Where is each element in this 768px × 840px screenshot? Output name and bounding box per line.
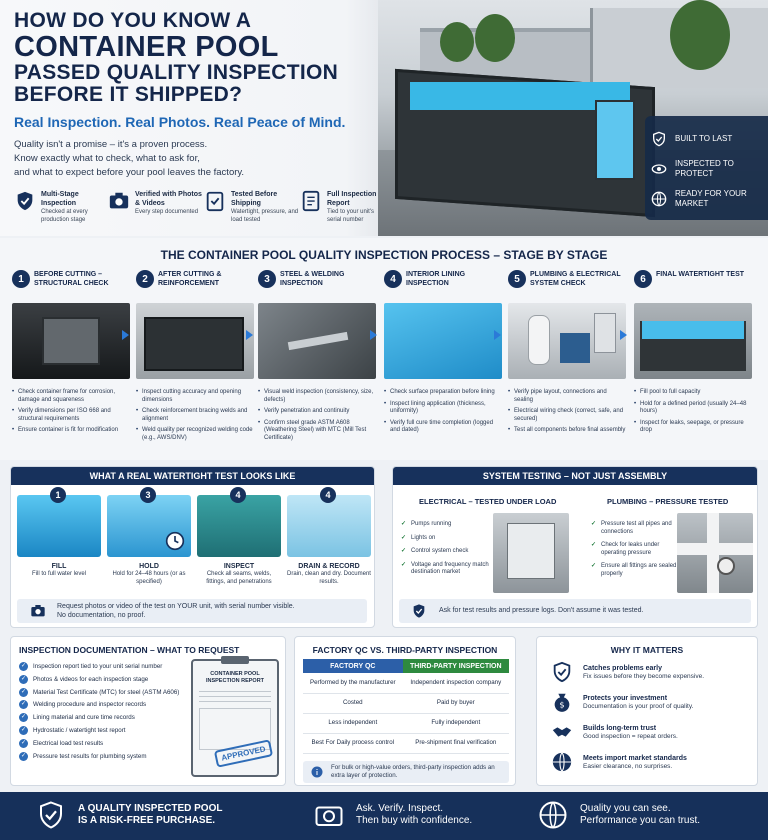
arrow-right-icon	[370, 330, 377, 340]
feature-item	[108, 190, 204, 216]
stage-item: • Verify full cure time completion (logged and dated)	[384, 420, 502, 435]
title-line: CONTAINER POOL	[14, 31, 279, 63]
why-title: Protects your investment	[583, 694, 668, 702]
report-title-line: CONTAINER POOL	[210, 671, 260, 677]
intro-line: and what to expect before your pool leaves the factory.	[14, 167, 245, 178]
note-text: For bulk or high-value orders, third-party inspection adds an extra layer of protection.	[331, 764, 495, 779]
footer-line: Ask. Verify. Inspect.	[356, 803, 444, 814]
electrical-item: ✓ Voltage and frequency match destination market	[401, 562, 497, 577]
why-sub: Fix issues before they become expensive.	[583, 672, 705, 680]
column-header: FACTORY QC	[303, 659, 403, 673]
stage-photo	[258, 303, 376, 379]
tree	[475, 14, 515, 62]
hero-title	[14, 10, 338, 106]
step-photo	[287, 490, 371, 557]
electrical-item: ✓ Lights on	[401, 535, 497, 543]
globe-icon	[538, 800, 568, 830]
doc-item: ✓ Material Test Certificate (MTC) for steel (ASTM A606)	[19, 689, 179, 696]
footer-block	[36, 800, 222, 830]
stage-item: • Inspect for leaks, seepage, or pressure drop	[634, 420, 752, 435]
badge-row	[651, 124, 762, 154]
stage-card	[136, 270, 254, 446]
column-header: THIRD-PARTY INSPECTION	[403, 659, 509, 673]
feature-item	[14, 190, 104, 224]
stage-item: • Inspect cutting accuracy and opening dimensions	[136, 389, 254, 404]
why-it-matters-panel	[536, 636, 758, 786]
plumbing-item: ✓ Pressure test all pipes and connections	[591, 521, 679, 536]
electrical-panel-photo	[493, 513, 569, 593]
table-cell: Fully independent	[403, 713, 509, 733]
globe-icon	[651, 191, 667, 207]
intro-text	[14, 138, 274, 180]
table-cell: Performed by the manufacturer	[303, 673, 403, 693]
globe-icon	[551, 751, 573, 773]
step-title: INSPECT	[223, 563, 255, 570]
feature-sub: Tied to your unit's serial number	[327, 209, 374, 223]
table-row	[303, 713, 509, 733]
stage-photo	[12, 303, 130, 379]
footer-line: IS A RISK-FREE PURCHASE.	[78, 815, 216, 826]
stage-card	[634, 270, 752, 439]
stage-title: FINAL WATERTIGHT TEST	[656, 271, 745, 278]
qc-note	[303, 761, 509, 783]
table-cell: Costed	[303, 693, 403, 713]
feature-sub: Watertight, pressure, and load tested	[231, 209, 299, 223]
stage-item: • Fill pool to full capacity	[634, 389, 752, 397]
badge-label: INSPECTED TO PROTECT	[675, 159, 734, 178]
step-title: DRAIN & RECORD	[298, 563, 360, 570]
step-number: 3	[140, 487, 156, 503]
step-title: HOLD	[139, 563, 159, 570]
footer-line: Performance you can trust.	[580, 815, 701, 826]
stage-title: PLUMBING & ELECTRICAL SYSTEM CHECK	[530, 271, 621, 287]
doc-item: ✓ Inspection report tied to your unit serial number	[19, 663, 179, 670]
feature-title: Verified with Photos & Videos	[135, 191, 202, 207]
shield-check-icon	[14, 190, 36, 212]
footer-block	[538, 800, 700, 830]
system-testing-panel	[392, 466, 758, 628]
stage-item: • Ensure container is fit for modification	[12, 427, 130, 435]
shield-check-icon	[411, 603, 427, 619]
stage-item: • Verify pipe layout, connections and sealing	[508, 389, 626, 404]
stage-number: 2	[136, 270, 154, 288]
why-sub: Documentation is your proof of quality.	[583, 702, 694, 710]
svg-text:$: $	[559, 699, 565, 710]
hero-badge-panel	[645, 116, 768, 220]
panel-title: WHY IT MATTERS	[610, 645, 684, 655]
intro-line: Quality isn't a promise – it's a proven process.	[14, 139, 208, 150]
panel-title: SYSTEM TESTING – NOT JUST ASSEMBLY	[393, 467, 757, 485]
stage-title: BEFORE CUTTING – STRUCTURAL CHECK	[34, 271, 109, 287]
stage-item: • Electrical wiring check (correct, safe, and secured)	[508, 408, 626, 423]
stage-number: 6	[634, 270, 652, 288]
tagline: Real Inspection. Real Photos. Real Peace of Mind.	[14, 114, 346, 130]
doc-item: ✓ Electrical load test results	[19, 740, 179, 747]
step-sub: Check all seams, welds, fittings, and penetrations	[206, 571, 272, 585]
table-cell: Independent inspection company	[403, 673, 509, 693]
tree	[440, 22, 474, 62]
electrical-title: ELECTRICAL – TESTED UNDER LOAD	[419, 497, 557, 506]
qc-comparison-panel	[294, 636, 516, 786]
test-step	[17, 490, 101, 578]
stage-photo	[384, 303, 502, 379]
money-bag-icon	[551, 691, 573, 713]
step-sub: Fill to full water level	[31, 571, 87, 577]
report-clipboard	[191, 659, 279, 777]
stage-title: AFTER CUTTING & REINFORCEMENT	[158, 271, 222, 287]
table-cell: Less independent	[303, 713, 403, 733]
stage-number: 1	[12, 270, 30, 288]
stage-card	[12, 270, 130, 439]
feature-sub: Checked at every production stage	[41, 209, 88, 223]
doc-item: ✓ Pressure test results for plumbing system	[19, 753, 179, 760]
shield-check-icon	[551, 661, 573, 683]
info-icon	[311, 766, 323, 778]
stage-photo	[136, 303, 254, 379]
approved-stamp: APPROVED	[214, 739, 273, 767]
note-line: No documentation, no proof.	[57, 612, 146, 619]
intro-line: Know exactly what to check, what to ask for,	[14, 153, 200, 164]
report-icon	[300, 190, 322, 212]
tree	[670, 0, 730, 70]
system-note	[399, 599, 751, 623]
stage-number: 4	[384, 270, 402, 288]
doc-item: ✓ Hydrostatic / watertight test report	[19, 727, 179, 734]
comparison-table	[303, 659, 509, 754]
stage-photo	[634, 303, 752, 379]
feature-sub: Every step documented	[135, 209, 199, 215]
stage-item: • Confirm steel grade ASTM A608 (Weathering Steel) with MTC (Mill Test Certificate)	[258, 420, 376, 443]
stage-item: • Test all components before final assembly	[508, 427, 626, 435]
clipboard-clip	[221, 656, 249, 664]
test-step	[197, 490, 281, 586]
electrical-item: ✓ Pumps running	[401, 521, 497, 529]
stage-item: • Check container frame for corrosion, damage and squareness	[12, 389, 130, 404]
arrow-right-icon	[246, 330, 253, 340]
stage-photo	[508, 303, 626, 379]
stage-card	[258, 270, 376, 446]
step-photo	[107, 490, 191, 557]
panel-title: WHAT A REAL WATERTIGHT TEST LOOKS LIKE	[11, 467, 374, 485]
note-text: Ask for test results and pressure logs. Don't assume it was tested.	[439, 607, 644, 614]
feature-title: Tested Before Shipping	[231, 191, 278, 207]
why-item	[551, 721, 678, 743]
badge-label: READY FOR YOUR MARKET	[675, 189, 747, 208]
doc-item: ✓ Welding procedure and inspector records	[19, 701, 179, 708]
watertight-panel	[10, 466, 375, 628]
feature-item	[300, 190, 382, 224]
step-sub: Hold for 24–48 hours (or as specified)	[112, 571, 186, 585]
footer-banner	[0, 792, 768, 840]
stage-title: INTERIOR LINING INSPECTION	[406, 271, 466, 287]
feature-item	[204, 190, 300, 224]
table-row	[303, 733, 509, 753]
badge-row	[651, 184, 762, 214]
doc-item: ✓ Photos & videos for each inspection stage	[19, 676, 179, 683]
badge-label: BUILT TO LAST	[675, 134, 733, 143]
badge-row	[651, 154, 762, 184]
footer-line: Quality you can see.	[580, 803, 671, 814]
stage-item: • Inspect lining application (thickness, uniformity)	[384, 401, 502, 416]
stage-number: 3	[258, 270, 276, 288]
report-title-line: INSPECTION REPORT	[205, 678, 265, 684]
step-title: FILL	[51, 563, 67, 570]
step-photo	[197, 490, 281, 557]
camera-icon	[29, 603, 47, 619]
watertight-note	[17, 599, 367, 623]
step-sub: Drain, clean and dry. Document results.	[287, 571, 371, 585]
arrow-right-icon	[494, 330, 501, 340]
camera-icon	[108, 190, 130, 212]
documentation-panel	[10, 636, 286, 786]
footer-line: A QUALITY INSPECTED POOL	[78, 803, 223, 814]
pool-window	[595, 100, 635, 180]
why-item	[551, 751, 687, 773]
clipboard-check-icon	[204, 190, 226, 212]
stage-item: • Verify dimensions per ISO 668 and structural requirements	[12, 408, 130, 423]
clock-icon	[165, 531, 185, 551]
step-photo	[17, 490, 101, 557]
arrow-right-icon	[620, 330, 627, 340]
why-sub: Easier clearance, no surprises.	[583, 762, 673, 770]
why-title: Meets import market standards	[583, 754, 687, 762]
feature-title: Multi-Stage Inspection	[41, 191, 79, 207]
footer-block	[314, 800, 472, 830]
plumbing-item: ✓ Check for leaks under operating pressure	[591, 542, 679, 557]
plumbing-pipe-photo	[677, 513, 753, 593]
table-cell: Paid by buyer	[403, 693, 509, 713]
stage-card	[384, 270, 502, 439]
test-step	[107, 490, 191, 586]
stage-item: • Verify penetration and continuity	[258, 408, 376, 416]
stage-item: • Visual weld inspection (consistency, size, defects)	[258, 389, 376, 404]
panel-title: FACTORY QC VS. THIRD-PARTY INSPECTION	[312, 645, 498, 655]
arrow-right-icon	[122, 330, 129, 340]
camera-icon	[314, 800, 344, 830]
stage-title: STEEL & WELDING INSPECTION	[280, 271, 345, 287]
stage-card	[508, 270, 626, 439]
step-number: 1	[50, 487, 66, 503]
report-title	[199, 671, 271, 685]
why-item	[551, 661, 704, 683]
why-sub: Good inspection = repeat orders.	[583, 732, 678, 740]
plumbing-item: ✓ Ensure all fittings are sealed properly	[591, 563, 679, 578]
eye-icon	[651, 161, 667, 177]
test-step	[287, 490, 371, 586]
process-title: THE CONTAINER POOL QUALITY INSPECTION PROCESS – STAGE BY STAGE	[160, 248, 608, 262]
feature-title: Full Inspection Report	[327, 191, 377, 207]
shield-check-icon	[651, 131, 667, 147]
handshake-icon	[551, 721, 573, 743]
note-line: Request photos or video of the test on YOUR unit, with serial number visible.	[57, 603, 295, 610]
stage-item: • Check surface preparation before lining	[384, 389, 502, 397]
footer-line: Then buy with confidence.	[356, 815, 473, 826]
why-item	[551, 691, 693, 713]
stage-item: • Hold for a defined period (usually 24–48 hours)	[634, 401, 752, 416]
title-line: HOW DO YOU KNOW A	[14, 9, 252, 32]
stage-number: 5	[508, 270, 526, 288]
table-cell: Best For Daily process control	[303, 733, 403, 753]
table-cell: Pre-shipment final verification	[403, 733, 509, 753]
title-line: PASSED QUALITY INSPECTION	[14, 61, 339, 84]
stage-item: • Check reinforcement bracing welds and alignment	[136, 408, 254, 423]
why-title: Builds long-term trust	[583, 724, 657, 732]
panel-title: INSPECTION DOCUMENTATION – WHAT TO REQUEST	[19, 645, 240, 655]
shield-check-icon	[36, 800, 66, 830]
step-number: 4	[320, 487, 336, 503]
step-number: 4	[230, 487, 246, 503]
electrical-item: ✓ Control system check	[401, 548, 497, 556]
title-line: BEFORE IT SHIPPED?	[14, 83, 243, 106]
doc-item: ✓ Lining material and cure time records	[19, 714, 179, 721]
table-row	[303, 693, 509, 713]
table-row	[303, 673, 509, 693]
stage-item: • Weld quality per recognized welding code (e.g., AWS/DNV)	[136, 427, 254, 442]
why-title: Catches problems early	[583, 664, 662, 672]
plumbing-title: PLUMBING – PRESSURE TESTED	[607, 497, 729, 506]
